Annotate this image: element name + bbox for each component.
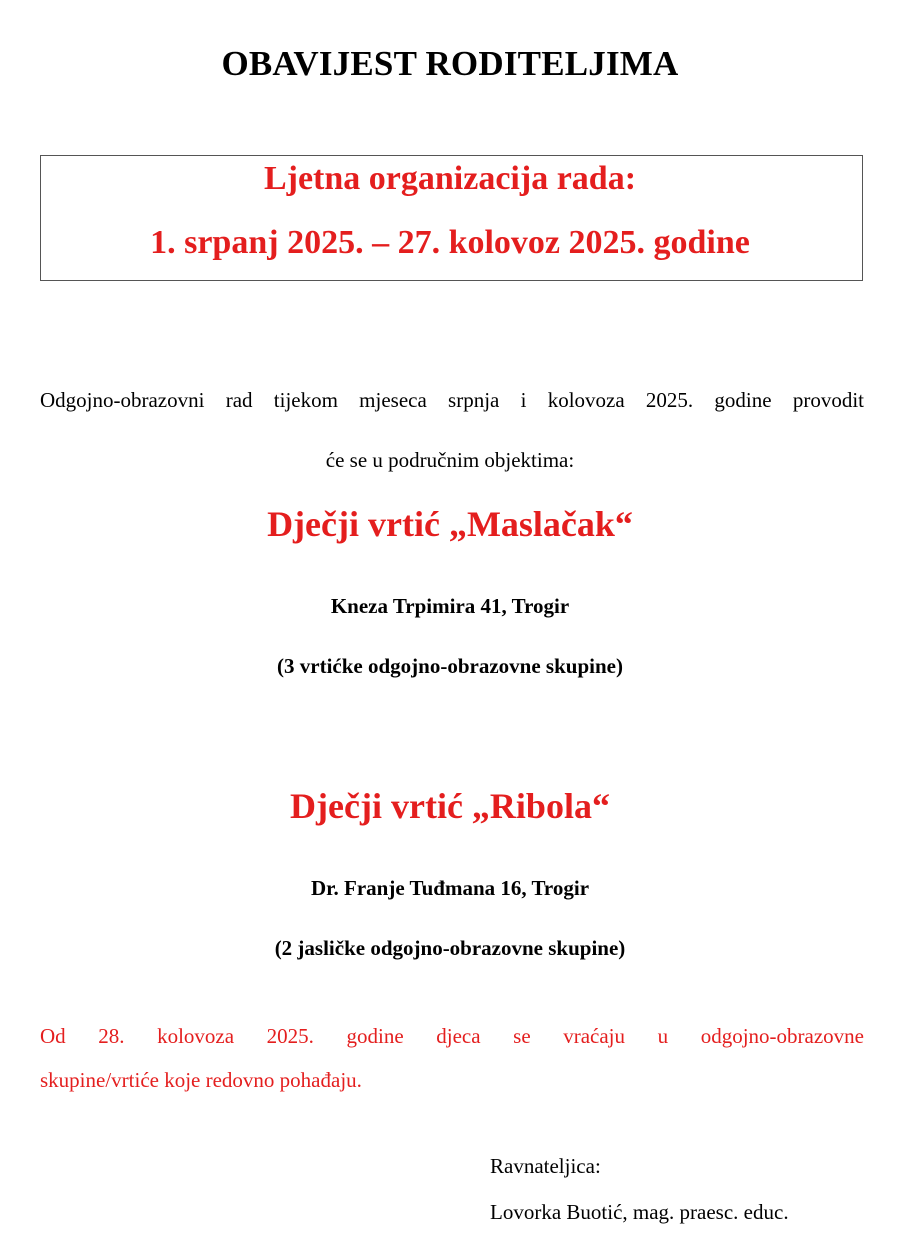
signature-role: Ravnateljica:: [490, 1154, 601, 1178]
kindergarten-groups-maslacak: (3 vrtićke odgojno-obrazovne skupine): [277, 654, 623, 678]
kindergarten-groups-ribola: (2 jasličke odgojno-obrazovne skupine): [274, 936, 626, 960]
signature-name: Lovorka Buotić, mag. praesc. educ.: [490, 1200, 789, 1224]
box-heading: Ljetna organizacija rada:: [263, 160, 637, 197]
kindergarten-name-ribola: Dječji vrtić „Ribola“: [290, 786, 610, 826]
intro-text-line-1: Odgojno-obrazovni rad tijekom mjeseca srpnja i kolovoza 2025. godine provodit: [40, 388, 864, 412]
intro-text-line-2: će se u područnim objektima:: [325, 448, 575, 472]
box-date-range: 1. srpanj 2025. – 27. kolovoz 2025. godine: [150, 224, 750, 261]
return-note-line-2: skupine/vrtiće koje redovno pohađaju.: [40, 1068, 362, 1092]
kindergarten-address-maslacak: Kneza Trpimira 41, Trogir: [330, 594, 570, 618]
kindergarten-name-maslacak: Dječji vrtić „Maslačak“: [267, 504, 633, 544]
kindergarten-address-ribola: Dr. Franje Tuđmana 16, Trogir: [310, 876, 590, 900]
page-title: OBAVIJEST RODITELJIMA: [221, 44, 679, 83]
return-note-line-1: Od 28. kolovoza 2025. godine djeca se vraćaju u odgojno-obrazovne: [40, 1024, 864, 1048]
